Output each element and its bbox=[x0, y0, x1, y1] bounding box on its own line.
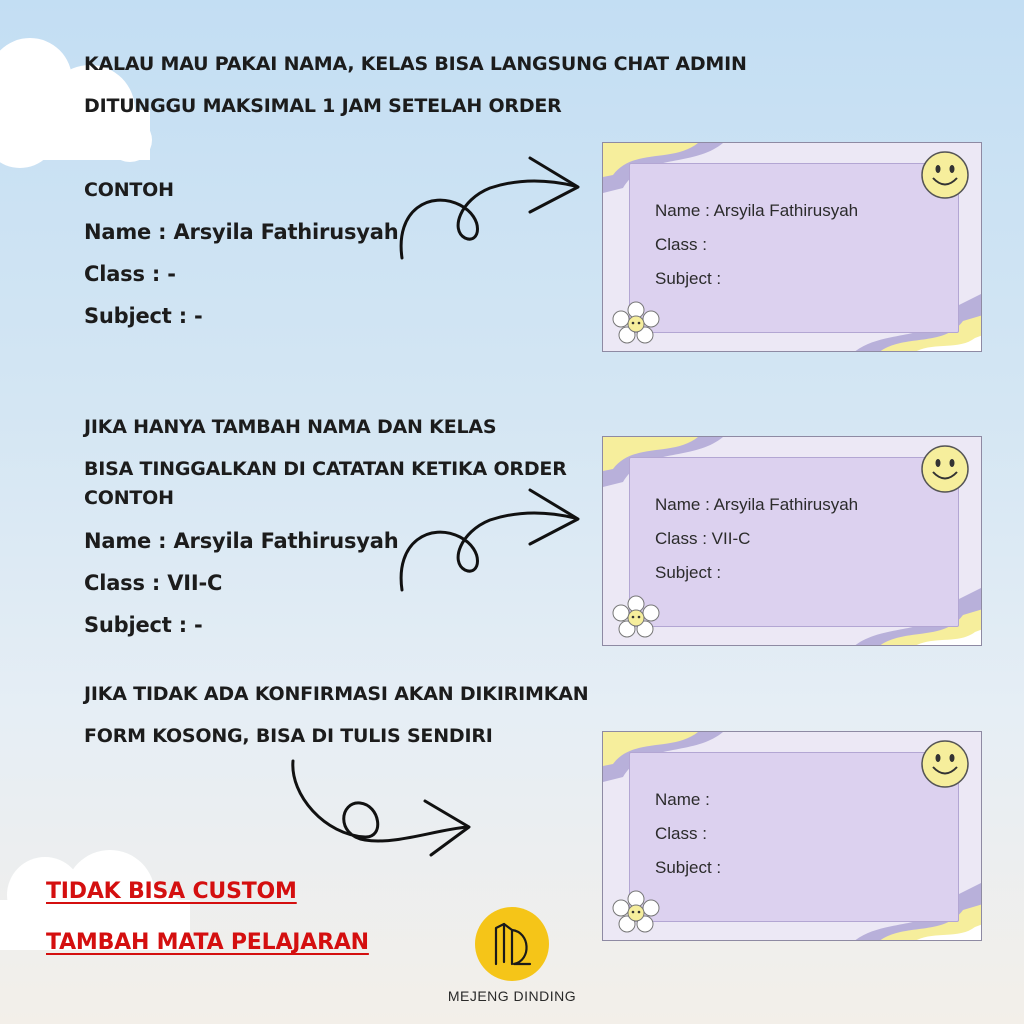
card-name: Name : bbox=[655, 790, 710, 809]
card-subject: Subject : bbox=[655, 269, 722, 288]
section-3-line-2: FORM KOSONG, BISA DI TULIS SENDIRI bbox=[84, 725, 493, 747]
example-2-class: Class : VII-C bbox=[84, 571, 223, 595]
card-class: Class : VII-C bbox=[655, 529, 751, 548]
brand-name: MEJENG DINDING bbox=[447, 988, 577, 1004]
warning-line-2: TAMBAH MATA PELAJARAN bbox=[46, 930, 369, 955]
card-name: Name : Arsyila Fathirusyah bbox=[655, 201, 859, 220]
name-tag-card bbox=[602, 436, 982, 646]
example-2-subject: Subject : - bbox=[84, 613, 203, 637]
card-class: Class : bbox=[655, 824, 707, 843]
example-2-name: Name : Arsyila Fathirusyah bbox=[84, 529, 399, 553]
example-2-heading: CONTOH bbox=[84, 487, 174, 509]
example-1-name: Name : Arsyila Fathirusyah bbox=[84, 220, 399, 244]
flower-icon bbox=[611, 890, 661, 934]
arrow-icon bbox=[390, 150, 590, 270]
intro-line-1: KALAU MAU PAKAI NAMA, KELAS BISA LANGSUNG CHAT ADMIN bbox=[84, 53, 747, 75]
section-2-line-1: JIKA HANYA TAMBAH NAMA DAN KELAS bbox=[84, 416, 497, 438]
arrow-icon bbox=[285, 755, 485, 870]
smiley-icon bbox=[919, 443, 971, 495]
smiley-icon bbox=[919, 738, 971, 790]
example-1-subject: Subject : - bbox=[84, 304, 203, 328]
brand-logo-icon bbox=[474, 906, 550, 982]
card-subject: Subject : bbox=[655, 563, 722, 582]
name-tag-card bbox=[602, 731, 982, 941]
example-1-heading: CONTOH bbox=[84, 179, 174, 201]
flower-icon bbox=[611, 595, 661, 639]
section-2-line-2: BISA TINGGALKAN DI CATATAN KETIKA ORDER bbox=[84, 458, 567, 480]
section-3-line-1: JIKA TIDAK ADA KONFIRMASI AKAN DIKIRIMKAN bbox=[84, 683, 589, 705]
warning-line-1: TIDAK BISA CUSTOM bbox=[46, 879, 297, 904]
example-1-class: Class : - bbox=[84, 262, 176, 286]
card-subject: Subject : bbox=[655, 858, 722, 877]
smiley-icon bbox=[919, 149, 971, 201]
name-tag-card bbox=[602, 142, 982, 352]
card-class: Class : bbox=[655, 235, 707, 254]
card-name: Name : Arsyila Fathirusyah bbox=[655, 495, 859, 514]
flower-icon bbox=[611, 301, 661, 345]
arrow-icon bbox=[390, 480, 590, 600]
intro-line-2: DITUNGGU MAKSIMAL 1 JAM SETELAH ORDER bbox=[84, 95, 562, 117]
